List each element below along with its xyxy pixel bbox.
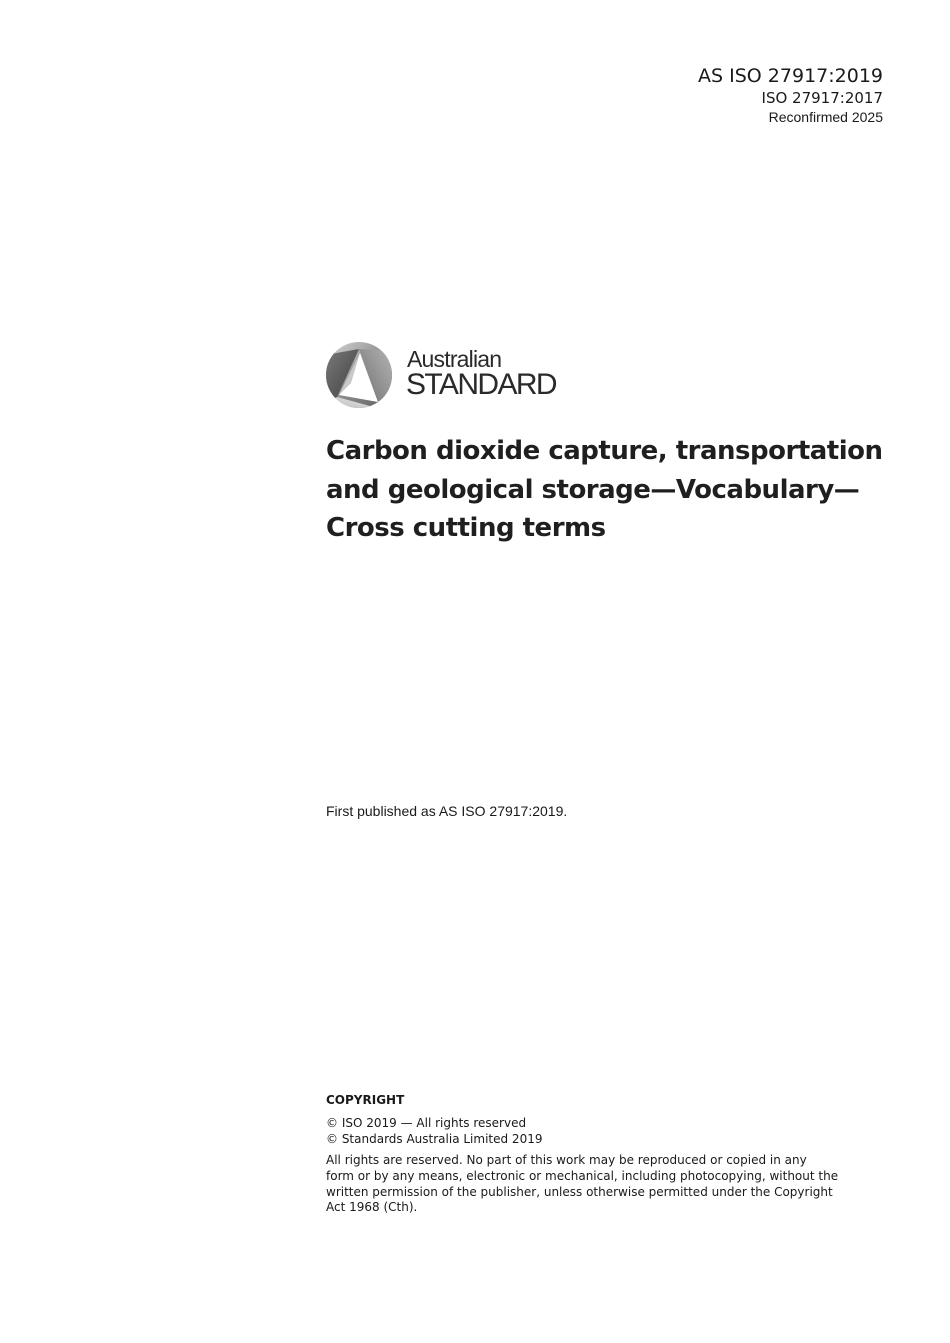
logo-text-australian: Australian (407, 346, 502, 372)
reconfirmed-date: Reconfirmed 2025 (768, 109, 883, 125)
copyright-notice (326, 1153, 856, 1216)
first-published-note: First published as AS ISO 27917:2019. (326, 803, 568, 819)
copyright-notice-line: written permission of the publisher, unless otherwise permitted under the Copyright (326, 1184, 833, 1199)
copyright-notice-line: Act 1968 (Cth). (326, 1200, 418, 1215)
title-line: Carbon dioxide capture, transportation (326, 436, 883, 466)
copyright-notice-line: form or by any means, electronic or mechanical, including photocopying, without the (326, 1168, 839, 1183)
document-identifiers (698, 64, 883, 126)
australian-standard-logo (325, 341, 585, 411)
copyright-heading: COPYRIGHT (326, 1093, 405, 1107)
logo-text-standard: STANDARD (406, 368, 556, 401)
title-line: and geological storage—Vocabulary— (326, 474, 860, 505)
copyright-notice-line: All rights are reserved. No part of this work may be reproduced or copied in any (326, 1153, 807, 1167)
iso-number: ISO 27917:2017 (761, 89, 883, 107)
title-line: Cross cutting terms (326, 513, 606, 543)
copyright-standards-australia: © Standards Australia Limited 2019 (326, 1132, 543, 1146)
standard-number: AS ISO 27917:2019 (698, 65, 883, 87)
australian-standard-logo-icon (325, 341, 393, 409)
document-title (326, 432, 886, 548)
copyright-iso: © ISO 2019 — All rights reserved (326, 1116, 527, 1130)
copyright-section (326, 1092, 856, 1216)
